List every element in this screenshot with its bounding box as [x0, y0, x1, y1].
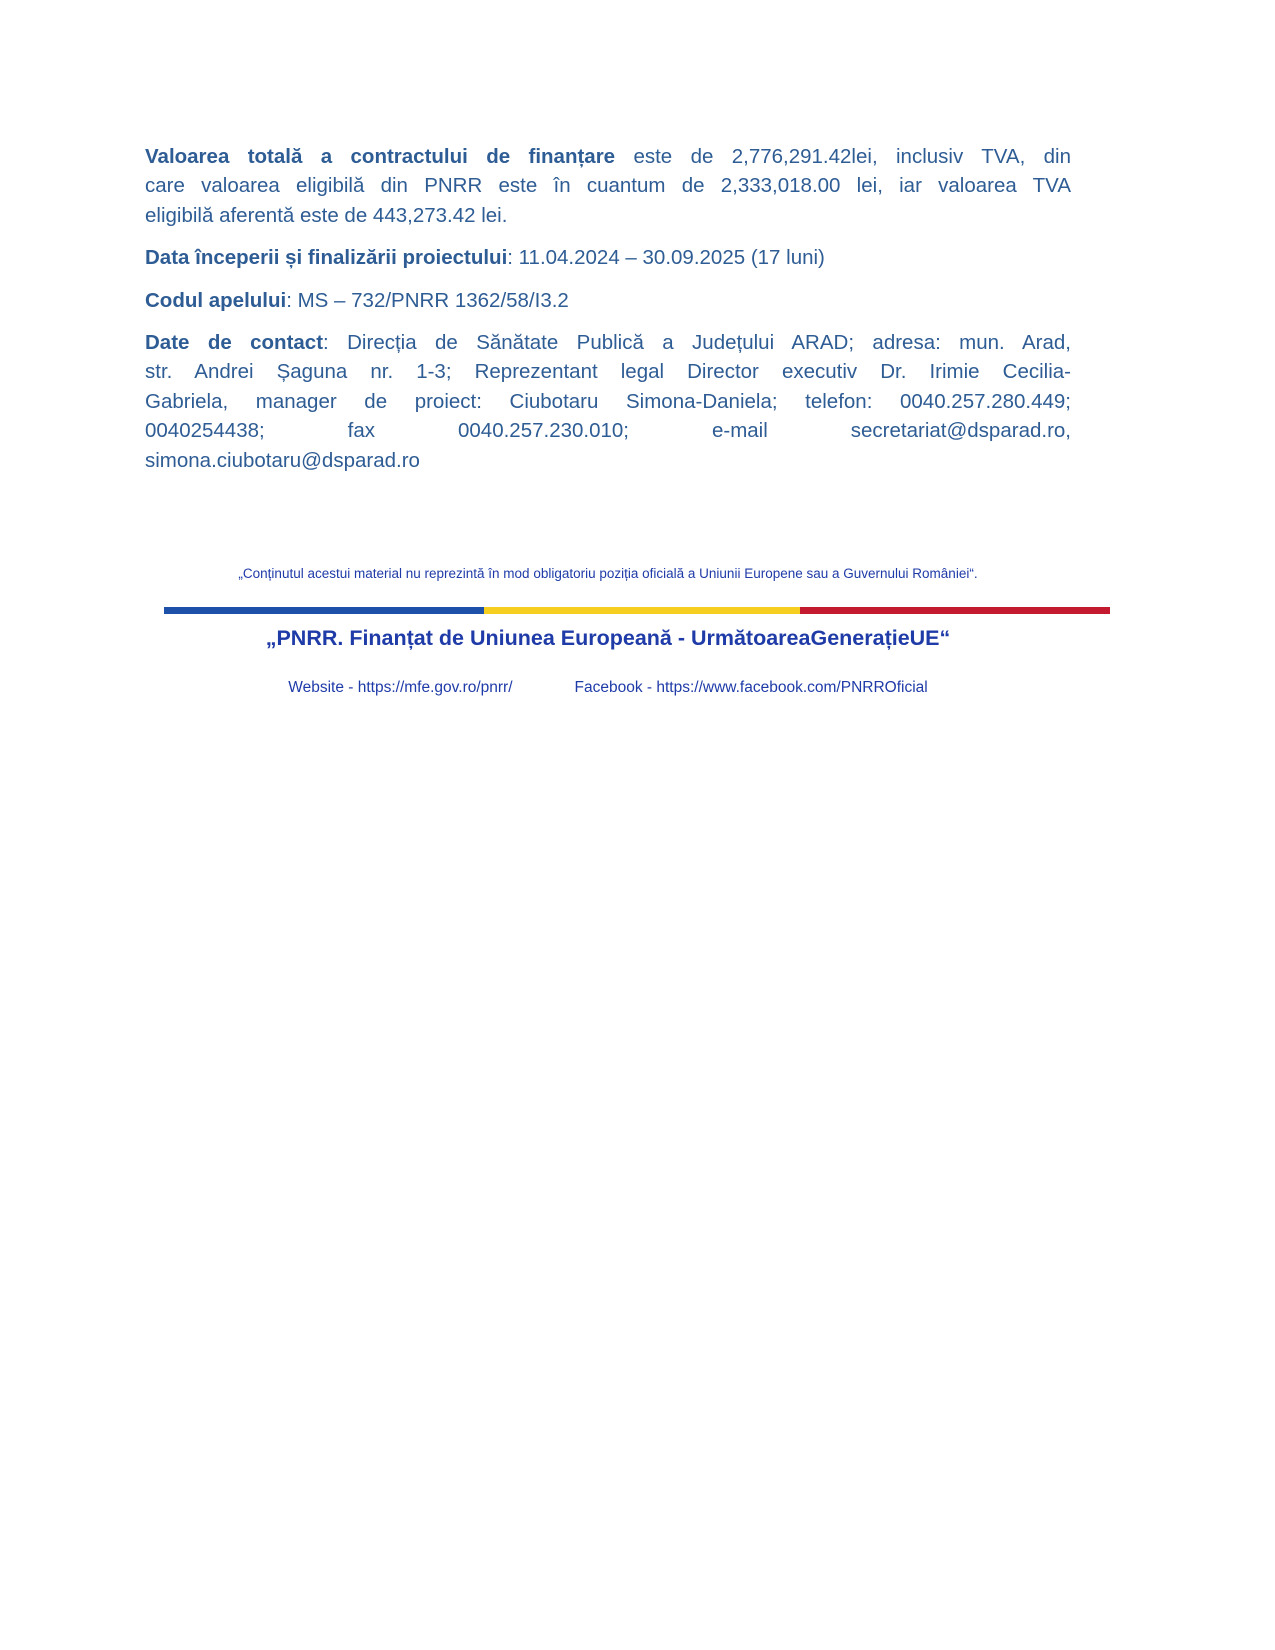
- label-contact: Date de contact: [145, 331, 324, 355]
- label-project-dates: Data începerii și finalizării proiectului: [145, 246, 508, 270]
- text-line: eligibilă aferentă este de 443,273.42 lei.: [145, 203, 508, 227]
- text-line: 0040254438; fax 0040.257.230.010; e-mail secretariat@dsparad.ro,: [145, 419, 1071, 443]
- document-body: [145, 142, 1071, 488]
- flag-red-segment: [800, 607, 1110, 614]
- text-line: [145, 142, 1071, 171]
- website-link-text: Website - https://mfe.gov.ro/pnrr/: [288, 679, 513, 696]
- label-total-value: Valoarea totală a contractului de finanțare: [145, 145, 616, 168]
- text-line: Gabriela, manager de proiect: Ciubotaru Simona-Daniela; telefon: 0040.257.280.449;: [145, 389, 1071, 413]
- romanian-flag-divider: [164, 607, 1110, 614]
- text-line: [145, 286, 1071, 315]
- text-total-value: este de 2,776,291.42lei, inclusiv TVA, din: [615, 145, 1071, 168]
- label-call-code: Codul apelului: [145, 288, 287, 312]
- paragraph-call-code: [145, 286, 1071, 315]
- paragraph-project-dates: [145, 243, 1071, 272]
- facebook-link-text: Facebook - https://www.facebook.com/PNRROficial: [574, 679, 928, 696]
- flag-blue-segment: [164, 607, 484, 614]
- text-line: str. Andrei Șaguna nr. 1-3; Reprezentant legal Director executiv Dr. Irimie Cecilia-: [145, 360, 1071, 384]
- text-line: care valoarea eligibilă din PNRR este în cuantum de 2,333,018.00 lei, iar valoarea TVA: [145, 174, 1071, 198]
- footer-links-row: [145, 679, 1071, 697]
- text-line: simona.ciubotaru@dsparad.ro: [145, 448, 420, 472]
- flag-yellow-segment: [484, 607, 800, 614]
- paragraph-contact: [145, 328, 1071, 475]
- text-line: [145, 328, 1071, 357]
- paragraph-total-value: [145, 142, 1071, 230]
- text-contact: : Direcția de Sănătate Publică a Județului ARAD; adresa: mun. Arad,: [323, 331, 1072, 355]
- text-line: [145, 243, 1071, 272]
- pnrr-funding-heading: „PNRR. Finanțat de Uniunea Europeană - UrmătoareaGenerațieUE“: [265, 626, 951, 650]
- text-call-code: : MS – 732/PNRR 1362/58/I3.2: [286, 288, 569, 312]
- text-project-dates: : 11.04.2024 – 30.09.2025 (17 luni): [507, 246, 825, 270]
- disclaimer-text: „Conținutul acestui material nu reprezintă în mod obligatoriu poziția oficială a Uniunii Europene sau a Guvernului României“.: [238, 566, 978, 581]
